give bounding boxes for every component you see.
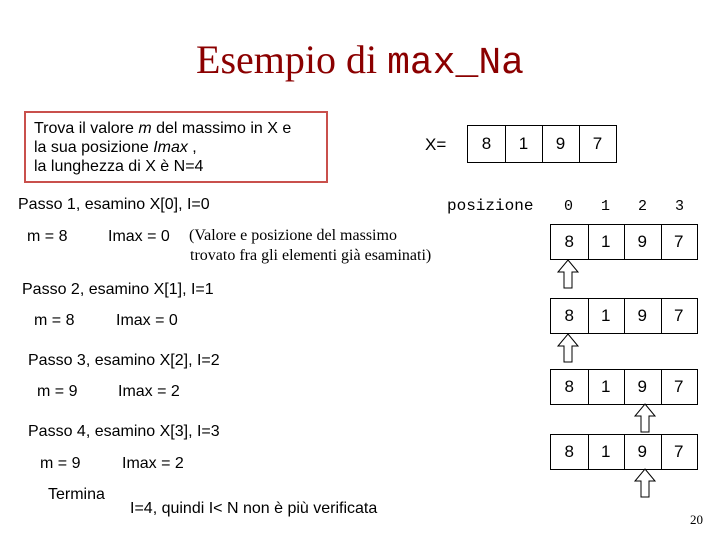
array-cell: 9 bbox=[637, 377, 647, 396]
array-step-4 bbox=[550, 434, 698, 470]
step-4-header: Passo 4, esamino X[3], I=3 bbox=[28, 423, 220, 440]
title-prefix: Esempio di bbox=[196, 37, 388, 82]
array-cell: 9 bbox=[637, 442, 647, 461]
array-cell: 7 bbox=[674, 306, 684, 325]
array-cell: 1 bbox=[601, 306, 611, 325]
cell-divider bbox=[661, 370, 662, 404]
step-1-m: m = 8 bbox=[27, 228, 68, 245]
step-2-m: m = 8 bbox=[34, 312, 75, 329]
posizione-label: posizione bbox=[447, 197, 534, 215]
array-step-2 bbox=[550, 298, 698, 334]
cell-divider bbox=[624, 299, 625, 333]
array-cell: 9 bbox=[637, 306, 647, 325]
cell-divider bbox=[661, 435, 662, 469]
index-row bbox=[550, 196, 698, 216]
cell-divider bbox=[624, 370, 625, 404]
array-cell: 8 bbox=[564, 306, 574, 325]
array-cell: 9 bbox=[555, 134, 566, 153]
step-3-header: Passo 3, esamino X[2], I=2 bbox=[28, 352, 220, 369]
termina-text: I=4, quindi I< N non è più verificata bbox=[130, 500, 378, 517]
array-cell: 8 bbox=[564, 442, 574, 461]
cell-divider bbox=[661, 299, 662, 333]
step-2-header: Passo 2, esamino X[1], I=1 bbox=[22, 281, 214, 298]
array-cell: 1 bbox=[601, 232, 611, 251]
array-x bbox=[467, 125, 617, 163]
title-code: max_Na bbox=[387, 42, 524, 85]
info-line-1: Trova il valore m del massimo in X e bbox=[34, 120, 292, 137]
step-1-header: Passo 1, esamino X[0], I=0 bbox=[18, 196, 210, 213]
array-cell: 1 bbox=[518, 134, 529, 153]
array-cell: 7 bbox=[674, 377, 684, 396]
array-step-3 bbox=[550, 369, 698, 405]
cell-divider bbox=[624, 435, 625, 469]
cell-divider bbox=[588, 370, 589, 404]
up-arrow-icon bbox=[556, 258, 580, 290]
step-1-imax: Imax = 0 bbox=[108, 228, 170, 245]
info-line-2: la sua posizione Imax , bbox=[34, 139, 197, 156]
cell-divider bbox=[505, 126, 506, 162]
array-cell: 8 bbox=[564, 232, 574, 251]
cell-divider bbox=[588, 299, 589, 333]
page-title bbox=[0, 37, 720, 85]
array-cell: 1 bbox=[601, 377, 611, 396]
step-4-m: m = 9 bbox=[40, 455, 81, 472]
array-cell: 8 bbox=[481, 134, 492, 153]
step-3-imax: Imax = 2 bbox=[118, 383, 180, 400]
index-cell: 3 bbox=[674, 197, 684, 215]
array-cell: 1 bbox=[601, 442, 611, 461]
index-cell: 0 bbox=[563, 197, 573, 215]
array-cell: 8 bbox=[564, 377, 574, 396]
step-3-m: m = 9 bbox=[37, 383, 78, 400]
array-cell: 7 bbox=[674, 442, 684, 461]
step-1-note: (Valore e posizione del massimo trovato fra gli elementi già esaminati) bbox=[189, 227, 432, 264]
array-label: X= bbox=[425, 135, 447, 154]
array-cell: 7 bbox=[592, 134, 603, 153]
cell-divider bbox=[579, 126, 580, 162]
cell-divider bbox=[542, 126, 543, 162]
cell-divider bbox=[624, 225, 625, 259]
up-arrow-icon bbox=[633, 467, 657, 499]
index-cell: 2 bbox=[637, 197, 647, 215]
cell-divider bbox=[661, 225, 662, 259]
termina-label: Termina bbox=[48, 486, 105, 503]
up-arrow-icon bbox=[633, 402, 657, 434]
cell-divider bbox=[588, 225, 589, 259]
index-cell: 1 bbox=[600, 197, 610, 215]
page-number: 20 bbox=[690, 512, 703, 527]
array-cell: 9 bbox=[637, 232, 647, 251]
step-4-imax: Imax = 2 bbox=[122, 455, 184, 472]
array-cell: 7 bbox=[674, 232, 684, 251]
array-step-1 bbox=[550, 224, 698, 260]
cell-divider bbox=[588, 435, 589, 469]
up-arrow-icon bbox=[556, 332, 580, 364]
info-box bbox=[24, 111, 328, 183]
info-line-3: la lunghezza di X è N=4 bbox=[34, 158, 204, 175]
step-2-imax: Imax = 0 bbox=[116, 312, 178, 329]
